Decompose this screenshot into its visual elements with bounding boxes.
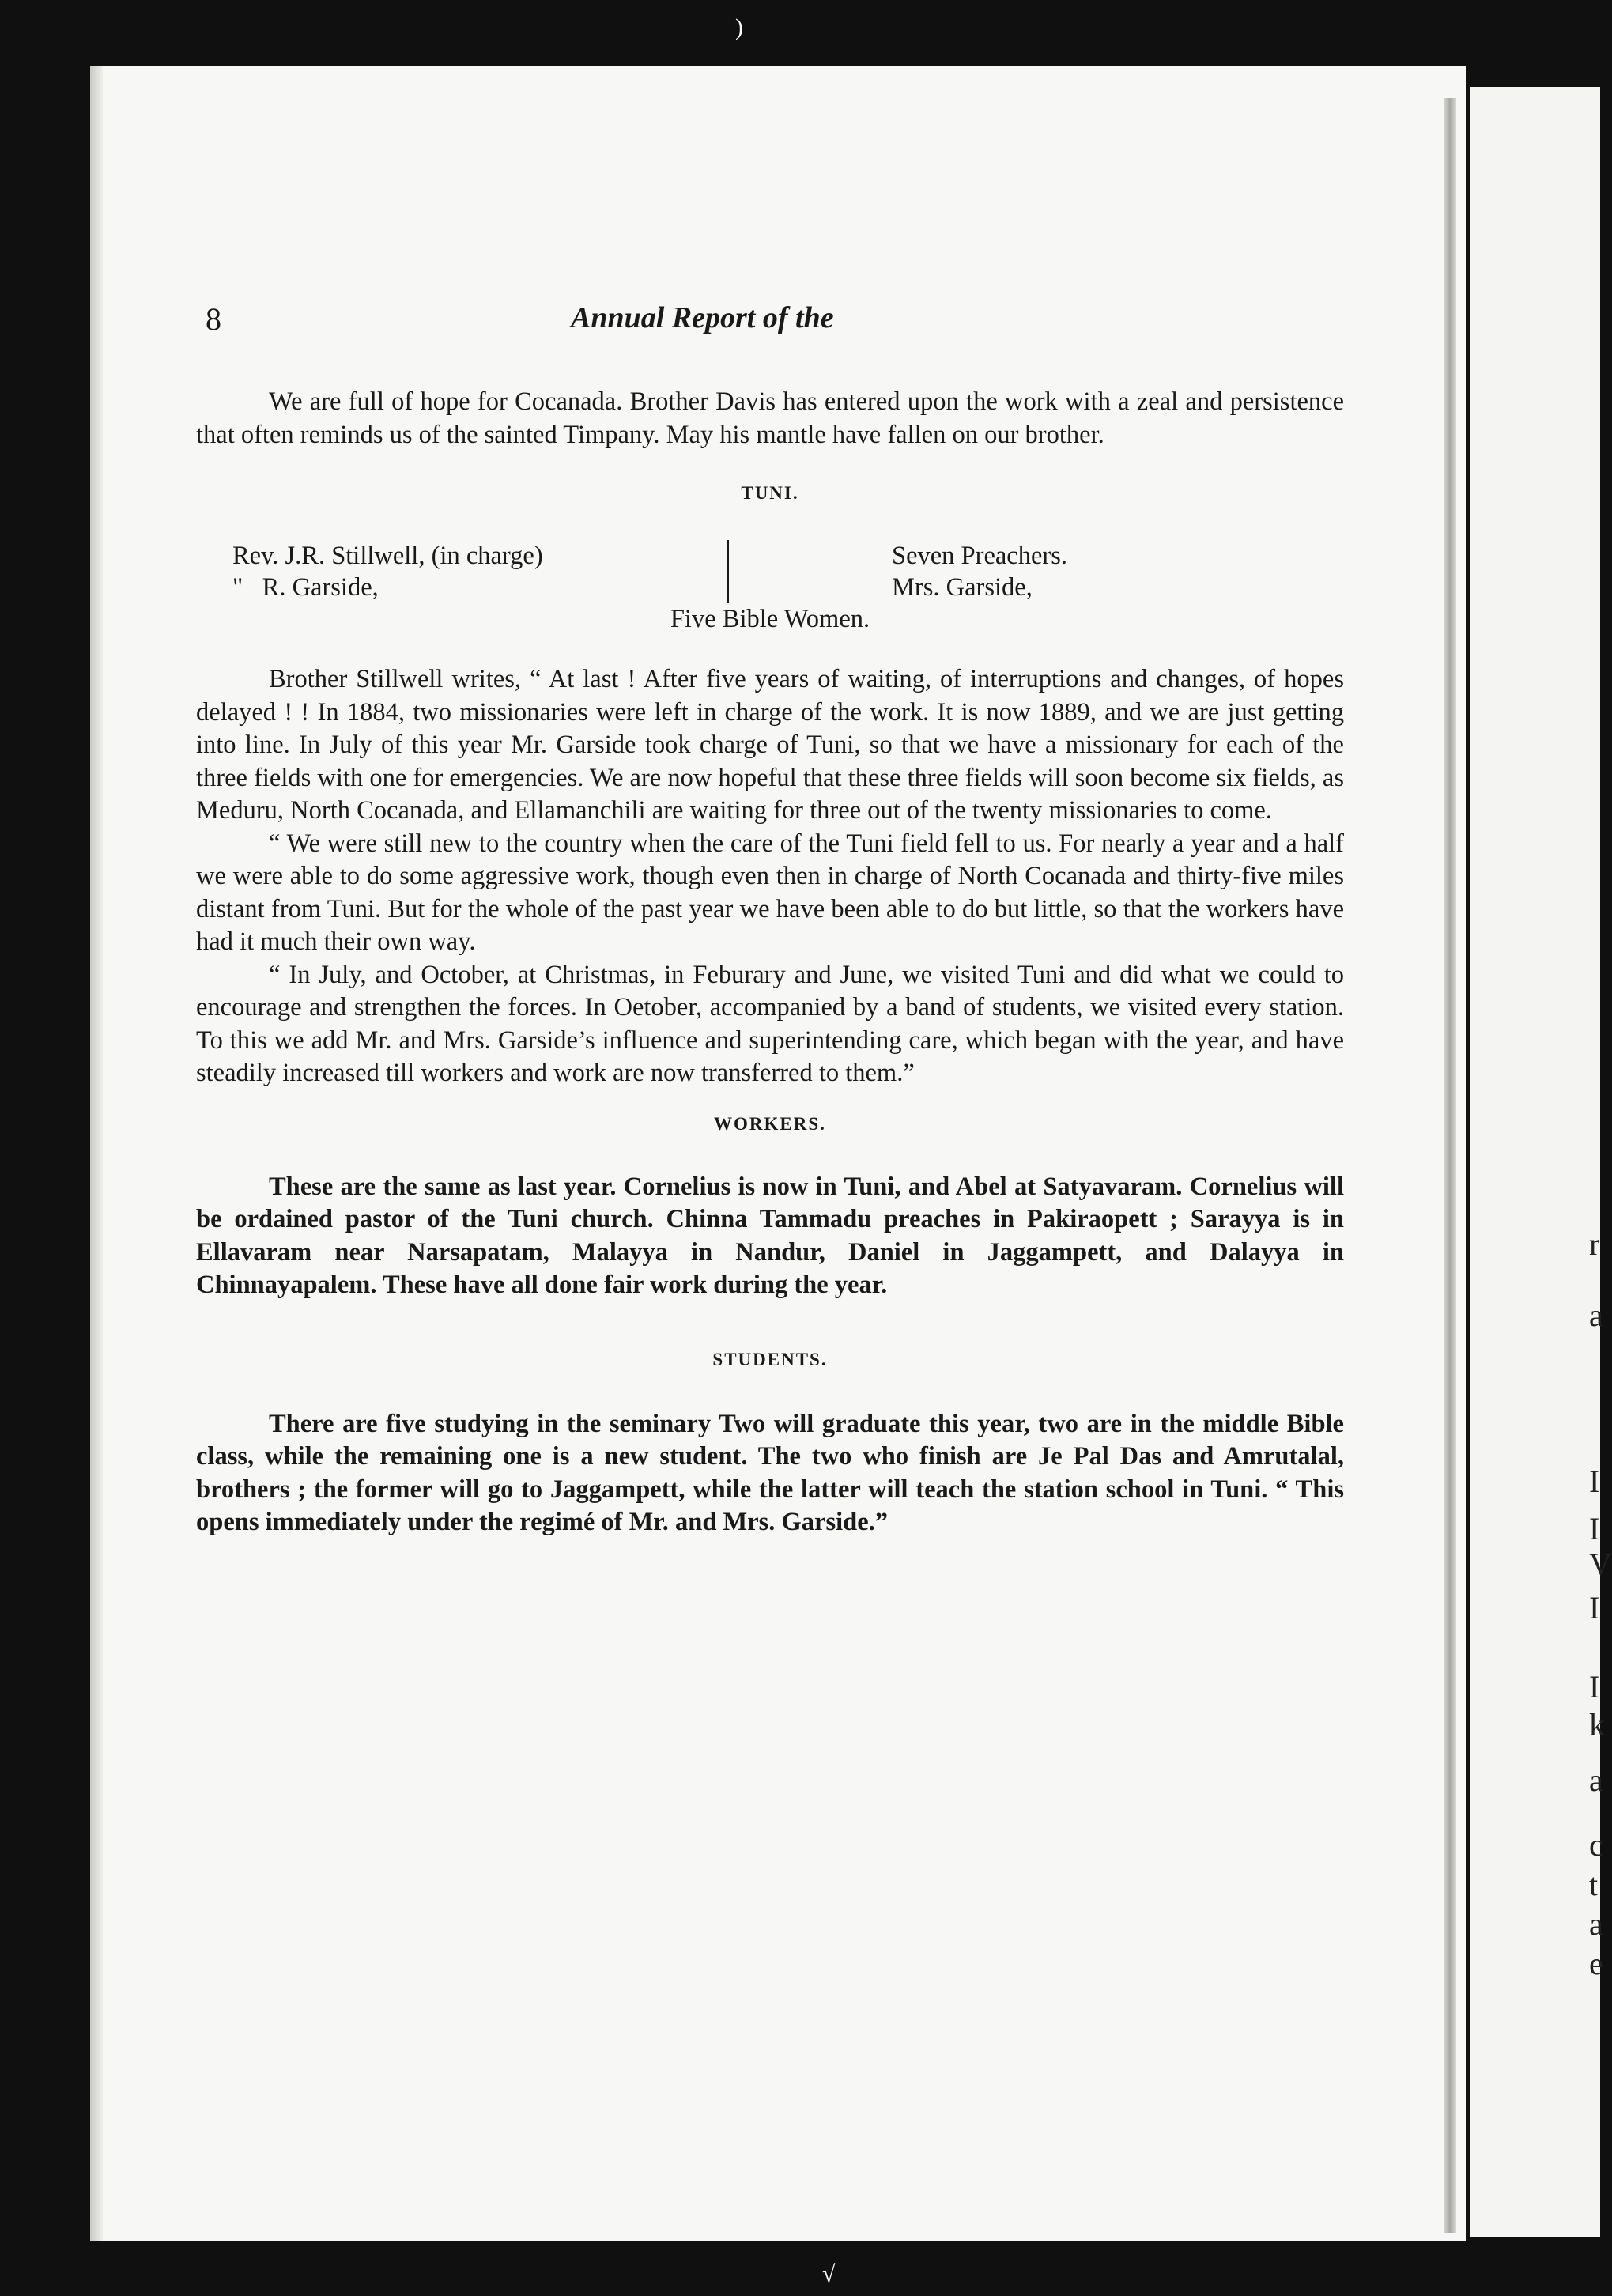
intro-paragraph: We are full of hope for Cocanada. Brother Davis has entered upon the work with a zeal and persistence that often reminds us of the sainted Timpany. May his mantle have fallen on our brother. <box>196 387 1344 449</box>
adjacent-page-letter: a <box>1589 1906 1603 1942</box>
tuni-paragraph: Brother Stillwell writes, “ At last ! After five years of waiting, of interruptions and changes, of hopes delayed ! ! In 1884, two missionaries were left in charge of the work. It is now 1889, and we are just getting into line. In July of this year Mr. Garside took charge of Tuni, so that we have a missionary for each of the three fields with one for emergencies. We are now hopeful that these three fields will soon become six fields, as Meduru, North Cocanada, and Ellamanchili are waiting for three out of the twenty missionaries to come. <box>196 665 1344 825</box>
adjacent-page-letter: c <box>1589 1827 1603 1863</box>
section-heading-workers: WORKERS. <box>714 1113 826 1134</box>
adjacent-page-letter: V <box>1589 1546 1612 1582</box>
staff-line: " R. Garside, <box>232 573 379 602</box>
workers-paragraph: These are the same as last year. Cornelius is now in Tuni, and Abel at Satyavaram. Cornelius will be ordained pastor of the Tuni church. Chinna Tammadu preaches in Pakiraopett ; Sarayya is in Ellavaram near Narsapatam, Malayya in Nandur, Daniel in Jaggampett, and Dalayya in Chinnayapalem. These have all done fair work during the year. <box>196 1172 1344 1299</box>
section-heading-tuni: TUNI. <box>741 483 799 503</box>
adjacent-page-letter: I <box>1589 1590 1600 1626</box>
adjacent-page-letter: t <box>1589 1867 1599 1902</box>
section-heading-students: STUDENTS. <box>712 1349 828 1369</box>
staff-line: Mrs. Garside, <box>892 573 1033 602</box>
adjacent-page-letter: a <box>1589 1297 1603 1333</box>
students-paragraph: There are five studying in the seminary Two will graduate this year, two are in the middle Bible class, while the remaining one is a new student. The two who finish are Je Pal Das and Amrutalal, brothers ; the former will go to Jaggampett, while the latter will teach the station school in Tuni. “ This opens immediately under the regimé of Mr. and Mrs. Garside.” <box>196 1409 1344 1536</box>
adjacent-page-letter: I <box>1589 1463 1600 1499</box>
staff-line: Five Bible Women. <box>670 605 870 633</box>
page-number: 8 <box>206 301 221 337</box>
scan-speck: √ <box>822 2261 836 2287</box>
document-page <box>90 66 1466 2241</box>
adjacent-page-letter: I <box>1589 1511 1600 1546</box>
adjacent-page-edge <box>1470 87 1612 2237</box>
tuni-paragraph: “ In July, and October, at Christmas, in Feburary and June, we visited Tuni and did what we could to encourage and strengthen the forces. In Oetober, accompanied by a band of students, we visited every station. To this we add Mr. and Mrs. Garside’s influence and superintending care, which began with the year, and have steadily increased till workers and work are now transferred to them.” <box>196 960 1344 1087</box>
page-edge <box>90 66 103 2241</box>
scan-speck: ) <box>735 14 743 40</box>
adjacent-page-letter: a <box>1589 1762 1603 1798</box>
staff-line: Seven Preachers. <box>892 542 1067 570</box>
staff-line: Rev. J.R. Stillwell, (in charge) <box>232 542 543 570</box>
staff-helpers <box>892 540 1067 603</box>
adjacent-page-letter: k <box>1589 1707 1605 1743</box>
running-head <box>206 300 1339 348</box>
staff-missionaries <box>232 540 543 603</box>
running-title: Annual Report of the <box>571 301 834 334</box>
binding-gutter <box>1444 98 1456 2233</box>
adjacent-page-letter: r <box>1589 1226 1600 1262</box>
staff-list <box>196 540 1344 643</box>
tuni-paragraph: “ We were still new to the country when the care of the Tuni field fell to us. For nearly a year and a half we were able to do some aggressive work, though even then in charge of North Cocanada and thirty-five miles distant from Tuni. But for the whole of the past year we have been able to do but little, so that the workers have had it much their own way. <box>196 829 1344 956</box>
staff-divider <box>727 540 729 603</box>
adjacent-page-letter: e <box>1589 1946 1603 1981</box>
page-content <box>196 386 1344 1539</box>
adjacent-page-letter: I <box>1589 1669 1600 1705</box>
